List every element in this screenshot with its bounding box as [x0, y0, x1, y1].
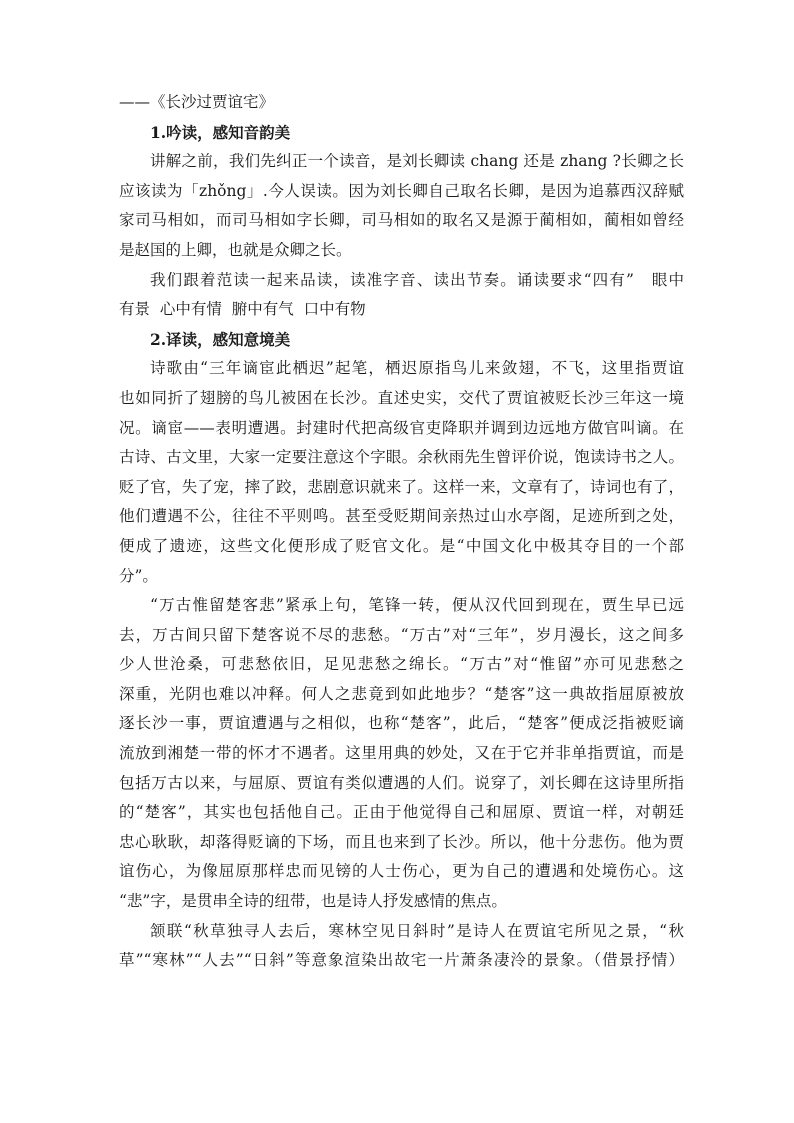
paragraph-line: 草”“寒林”“人去”“日斜”等意象渲染出故宅一片萧条凄泠的景象。（借景抒情） [119, 951, 684, 970]
paragraph-line: 便成了遗迹，这些文化便形成了贬官文化。是“中国文化中极其夺目的一个部 [119, 536, 684, 555]
paragraph-line: 流放到湘楚一带的怀才不遇者。这里用典的妙处，又在于它并非单指贾谊，而是 [119, 744, 684, 763]
paragraph-line: “万古惟留楚客悲”紧承上句，笔锋一转，便从汉代回到现在，贾生早已远 [150, 596, 684, 615]
paragraph-line: 逐长沙一事，贾谊遭遇与之相似，也称“楚客”，此后，“楚客”便成泛指被贬谪 [119, 714, 684, 733]
document-title: ——《长沙过贾谊宅》 [119, 93, 275, 111]
paragraph-line: 是赵国的上卿，也就是众卿之长。 [119, 240, 352, 259]
paragraph-line: 我们跟着范读一起来品读，读准字音、读出节奏。诵读要求“四有” 眼中 [150, 270, 684, 289]
section2-heading: 2.译读，感知意境美 [150, 329, 291, 349]
paragraph-line: 贬了官，失了宠，摔了跤，悲剧意识就来了。这样一来，文章有了，诗词也有了， [119, 477, 684, 496]
document-page [119, 88, 684, 976]
paragraph-line: 少人世沧桑，可悲愁依旧，足见悲愁之绵长。“万古”对“惟留”亦可见悲愁之 [119, 655, 684, 674]
paragraph-line: 况。谪宦——表明遭遇。封建时代把高级官吏降职并调到边远地方做官叫谪。在 [119, 418, 684, 437]
paragraph-line: 诗歌由“三年谪宦此栖迟”起笔，栖迟原指鸟儿来敛翅，不飞，这里指贾谊 [150, 359, 684, 378]
paragraph-line: 有景 心中有情 腑中有气 口中有物 [119, 300, 366, 319]
paragraph-line: 分”。 [119, 566, 158, 585]
paragraph-line: 也如同折了翅膀的鸟儿被困在长沙。直述史实，交代了贾谊被贬长沙三年这一境 [119, 388, 684, 407]
paragraph-line: 忠心耿耿，却落得贬谪的下场，而且也来到了长沙。所以，他十分悲伤。他为贾 [119, 832, 684, 851]
paragraph-line: “悲”字，是贯串全诗的纽带，也是诗人抒发感情的焦点。 [119, 892, 507, 911]
section1-heading: 1.吟读，感知音韵美 [150, 122, 291, 142]
paragraph-line: 应该读为「zhǒng」.今人误读。因为刘长卿自己取名长卿，是因为追慕西汉辞赋 [119, 181, 684, 200]
paragraph-line: 古诗、古文里，大家一定要注意这个字眼。余秋雨先生曾评价说，饱读诗书之人。 [119, 448, 684, 467]
paragraph-line: 颔联“秋草独寻人去后，寒林空见日斜时”是诗人在贾谊宅所见之景，“秋 [150, 921, 684, 940]
paragraph-line: 包括万古以来，与屈原、贾谊有类似遭遇的人们。说穿了，刘长卿在这诗里所指 [119, 773, 684, 792]
paragraph-line: 谊伤心，为像屈原那样忠而见镑的人士伤心，更为自己的遭遇和处境伤心。这 [119, 862, 684, 881]
paragraph-line: 他们遭遇不公，往往不平则鸣。甚至受贬期间亲热过山水亭阁，足迹所到之处， [119, 507, 684, 526]
paragraph-line: 的“楚客”，其实也包括他自己。正由于他觉得自己和屈原、贾谊一样，对朝廷 [119, 803, 684, 822]
paragraph-line: 讲解之前，我们先纠正一个读音，是刘长卿读 chang 还是 zhang ?长卿之长 [150, 152, 684, 171]
paragraph-line: 去，万古间只留下楚客说不尽的悲愁。“万古”对“三年”，岁月漫长，这之间多 [119, 625, 684, 644]
paragraph-line: 家司马相如，而司马相如字长卿，司马相如的取名又是源于蔺相如，蔺相如曾经 [119, 211, 684, 230]
paragraph-line: 深重，光阴也难以冲释。何人之悲竟到如此地步？“楚客”这一典故指屈原被放 [119, 684, 684, 703]
